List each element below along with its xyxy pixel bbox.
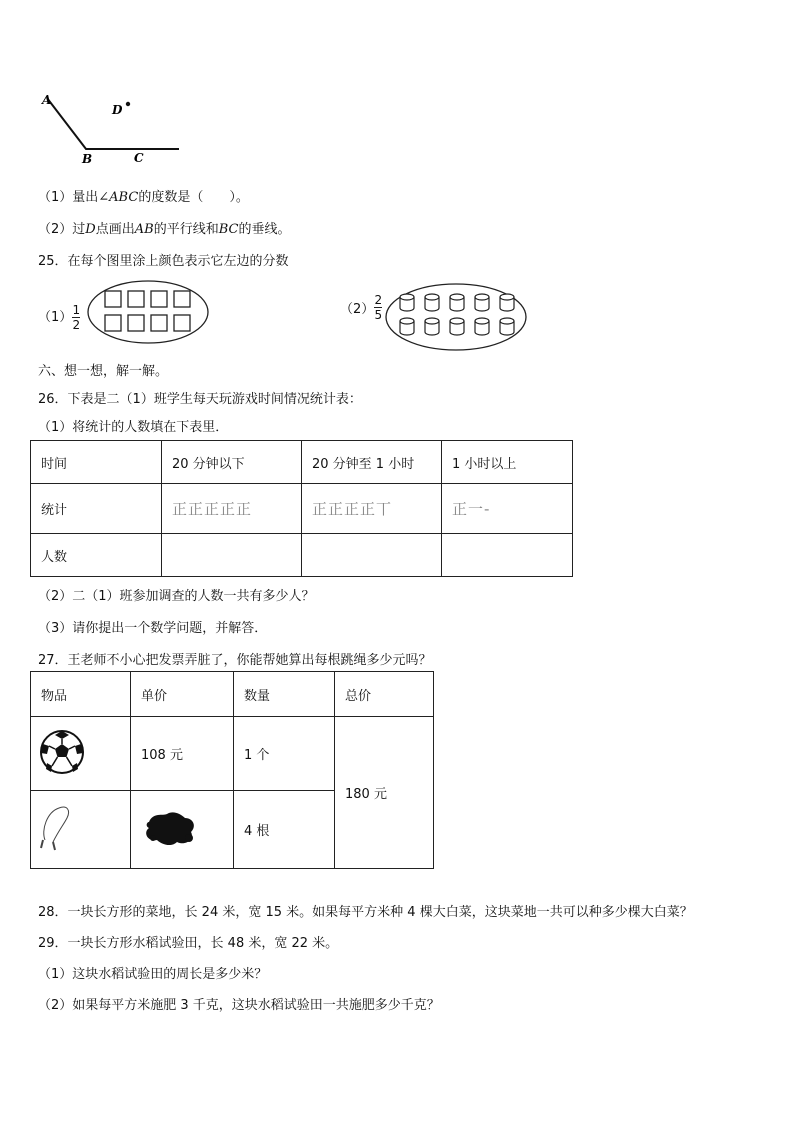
cylinder-shape[interactable] [500,318,514,335]
header-cell: 时间 [31,441,162,484]
label-b: B [82,152,93,166]
header-cell: 20 分钟以下 [162,441,302,484]
tally-cell: 正正正正丅 [302,484,442,534]
q29-sub1: （1）这块水稻试验田的周长是多少米？ [38,967,268,982]
q27-title: 27．王老师不小心把发票弄脏了，你能帮她算出每根跳绳多少元吗？ [38,653,432,668]
q28-text: 28．一块长方形的菜地，长 24 米，宽 15 米。如果每平方米种 4 棵大白菜，这块菜地一共可以种多少棵大白菜？ [38,905,693,920]
answer-cell[interactable] [442,534,573,577]
header-cell: 1 小时以上 [442,441,573,484]
total-price: 180 元 [335,717,434,869]
ink-smudge-icon [141,808,201,848]
table-row [31,717,434,791]
angle-symbol: ∠ABC [98,190,139,205]
cylinder-shape[interactable] [425,294,439,311]
q26-sub2: （2）二（1）班参加调查的人数一共有多少人？ [38,589,315,604]
q25-title: 25．在每个图里涂上颜色表示它左边的分数 [38,254,289,269]
label-d: D [112,103,123,117]
fraction-two-fifths: $\frac{2}{5}$ [374,293,383,322]
cylinder-shape[interactable] [475,318,489,335]
q26-title: 26．下表是二（1）班学生每天玩游戏时间情况统计表： [38,392,362,407]
label-a: A [42,93,52,107]
point-d [126,102,130,106]
angle-figure [38,88,188,168]
q25-part2-label: （2） $\frac{2}{5}$ [340,293,383,322]
cylinder-shape[interactable] [500,294,514,311]
square-shape[interactable] [174,315,190,331]
cylinder-shape[interactable] [450,294,464,311]
item-rope [31,791,131,869]
ellipse-squares[interactable] [86,279,210,345]
item-ball [31,717,131,791]
cylinder-shape[interactable] [450,318,464,335]
table-row [31,441,573,484]
q24-sub1: （1）量出∠ABC的度数是（ ）。 [38,190,249,205]
table-row [31,672,434,717]
cylinder-shape[interactable] [400,294,414,311]
q29-sub2: （2）如果每平方米施肥 3 千克，这块水稻试验田一共施肥多少千克？ [38,998,440,1013]
square-shape[interactable] [128,291,144,307]
tally-cell: 正一- [442,484,573,534]
table-row [31,484,573,534]
q25-part1-label: （1） $\frac{1}{2}$ [38,303,81,332]
label-c: C [134,151,144,165]
smudged-price [131,791,234,869]
invoice-table [30,671,434,869]
header-cell: 物品 [31,672,131,717]
table-row [31,534,573,577]
game-time-table [30,440,573,577]
tally-cell: 正正正正正 [162,484,302,534]
header-cell: 单价 [131,672,234,717]
ellipse-cylinders[interactable] [384,282,528,352]
square-shape[interactable] [105,315,121,331]
q24-sub2: （2）过D点画出AB的平行线和BC的垂线。 [38,222,291,237]
fraction-one-half: $\frac{1}{2}$ [72,303,81,332]
square-shape[interactable] [151,315,167,331]
jump-rope-icon [37,800,77,856]
answer-cell[interactable] [162,534,302,577]
cylinder-shape[interactable] [475,294,489,311]
rope-quantity: 4 根 [234,791,335,869]
q26-sub1: （1）将统计的人数填在下表里． [38,420,229,435]
square-shape[interactable] [174,291,190,307]
ball-price: 108 元 [131,717,234,791]
row-label: 人数 [31,534,162,577]
header-cell: 20 分钟至 1 小时 [302,441,442,484]
square-shape[interactable] [151,291,167,307]
answer-cell[interactable] [302,534,442,577]
section-six-title: 六、想一想，解一解。 [38,364,169,379]
square-shape[interactable] [105,291,121,307]
ball-quantity: 1 个 [234,717,335,791]
q26-sub3: （3）请你提出一个数学问题，并解答． [38,621,268,636]
cylinder-shape[interactable] [400,318,414,335]
row-label: 统计 [31,484,162,534]
soccer-ball-icon [39,729,85,775]
q29-title: 29．一块长方形水稻试验田，长 48 米，宽 22 米。 [38,936,339,951]
header-cell: 总价 [335,672,434,717]
cylinder-shape[interactable] [425,318,439,335]
square-shape[interactable] [128,315,144,331]
header-cell: 数量 [234,672,335,717]
